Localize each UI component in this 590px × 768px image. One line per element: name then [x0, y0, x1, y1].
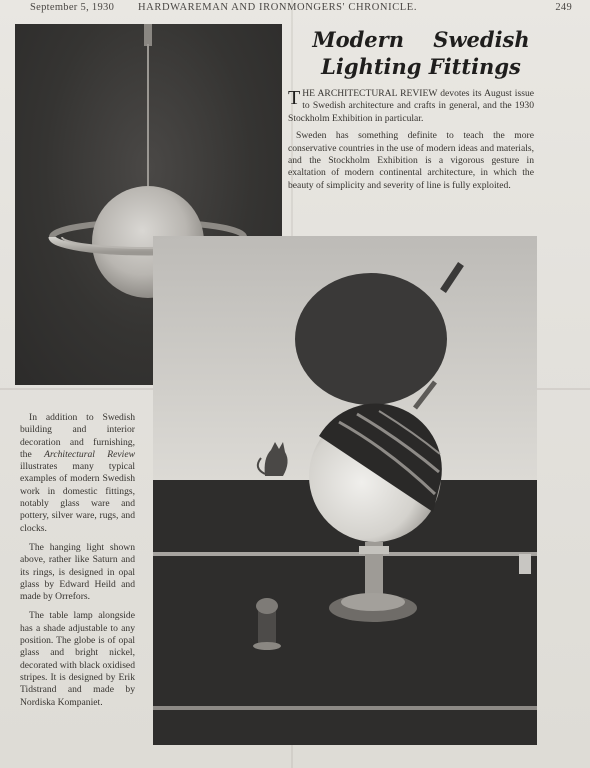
lamp-shadow — [295, 273, 447, 405]
header-date: September 5, 1930 — [30, 2, 115, 13]
vase-base — [253, 642, 281, 650]
sidebar-p1-after: illustrates many typical examples of modern Swedish work in domestic fittings, notably glass ware and pottery, silver ware, rugs, and clocks. — [20, 461, 135, 534]
intro-paragraph-2: Sweden has something definite to teach the more conservative countries in the use of modern ideas and materials, and the Stockholm Exhibition is a vigorous gesture in exaltation of modern continental architecture, in which the beauty of simplicity and severity of line is fully exploited. — [288, 130, 534, 191]
sidebar-p1-before: In addition to Swedish building and interior decoration and furnishing, the — [20, 412, 135, 460]
adjustable-globe-table-lamp-icon — [153, 236, 537, 745]
sidebar-paragraph-1 — [20, 412, 135, 535]
sidebar-p1-italic: Architectural Review — [44, 448, 135, 460]
sidebar-paragraph-3: The table lamp alongside has a shade adjustable to any position. The globe is of opal glass and bright nickel, decorated with black oxidised stripes. It is designed by Erik Tidstrand and made by Nordiska Kompaniet. — [20, 610, 135, 708]
stem-collar — [359, 546, 389, 554]
article-intro — [288, 88, 534, 197]
title-line-2: Lighting Fittings — [321, 54, 521, 79]
page-header — [22, 2, 572, 16]
sidebar-paragraph-2: The hanging light shown above, rather like Saturn and its rings, is designed in opal glass by Edward Heild and made by Orrefors. — [20, 541, 135, 603]
ceiling-canopy — [144, 24, 152, 46]
header-journal-name: HARDWAREMAN AND IRONMONGERS' CHRONICLE. — [138, 2, 418, 13]
table-rail-top — [153, 552, 537, 556]
title-line-1: Modern Swedish — [312, 27, 530, 52]
intro-paragraph-1 — [288, 88, 534, 125]
header-page-number: 249 — [555, 2, 572, 13]
drop-cap: T — [288, 87, 301, 109]
table-rail-bottom — [153, 706, 537, 710]
photo-table-lamp — [153, 236, 537, 745]
rail-bracket — [519, 554, 531, 574]
vase-top — [256, 598, 278, 614]
article-title — [296, 26, 546, 80]
intro-paragraph-1-text: HE ARCHITECTURAL REVIEW devotes its August issue to Swedish architecture and crafts in general, and the 1930 Stockholm Exhibition in particular. — [288, 88, 534, 124]
sidebar-column — [20, 412, 135, 716]
lamp-base-top — [341, 593, 405, 611]
